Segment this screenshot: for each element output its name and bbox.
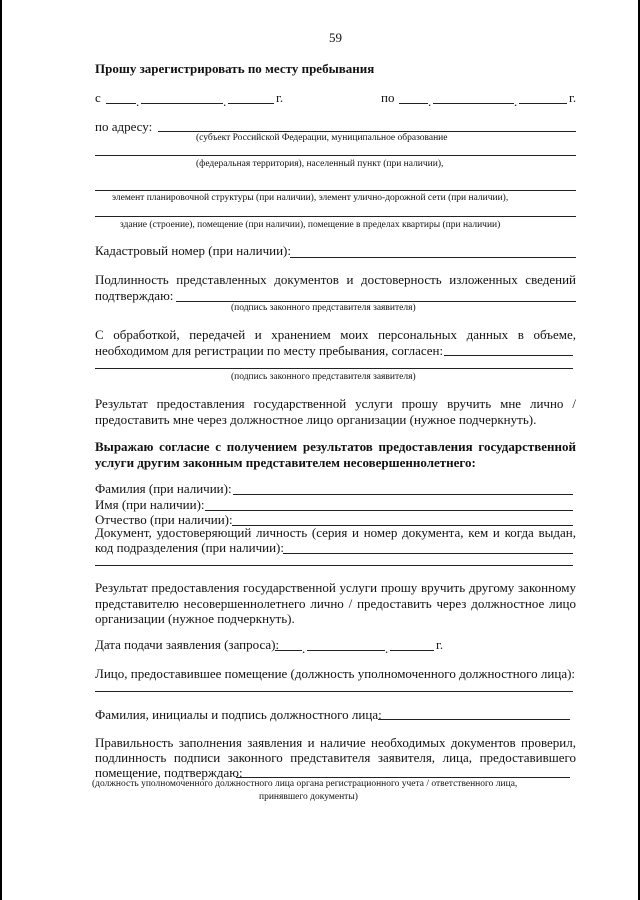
official-field[interactable]	[378, 719, 570, 720]
address-hint-2: (федеральная территория), населенный пункт (при наличии),	[196, 159, 444, 169]
address-field-2[interactable]	[95, 155, 576, 156]
address-field-4[interactable]	[95, 216, 576, 217]
authenticity-text-1: Подлинность представленных документов и достоверность изложенных сведений	[95, 272, 576, 287]
authenticity-text-2: подтверждаю:	[95, 288, 174, 303]
name-field[interactable]	[205, 510, 573, 511]
result-self-text-2: предоставить мне через должностное лицо организации (нужное подчеркнуть).	[95, 412, 537, 427]
submit-year-field[interactable]	[390, 650, 434, 651]
to-month-field[interactable]	[433, 103, 514, 104]
consent-text-2: необходимом для регистрации по месту пребывания, согласен:	[95, 343, 444, 358]
verification-hint-2: принявшего документы)	[259, 792, 358, 802]
address-hint-1: (субъект Российской Федерации, муниципальное образование	[196, 133, 448, 143]
identity-doc-field-1[interactable]	[283, 553, 573, 554]
consent-field[interactable]	[444, 355, 573, 356]
cadastral-label: Кадастровый номер (при наличии):	[95, 243, 291, 258]
name-label: Имя (при наличии):	[95, 497, 205, 512]
official-label: Фамилия, инициалы и подпись должностного лица:	[95, 707, 382, 722]
result-self-text-1: Результат предоставления государственной услуги прошу вручить мне лично /	[95, 396, 576, 411]
authenticity-signature-field[interactable]	[176, 301, 576, 302]
submit-day-field[interactable]	[275, 650, 302, 651]
result-other-text-3: организации (нужное подчеркнуть).	[95, 611, 295, 626]
period-from-prefix: с	[95, 90, 101, 105]
patronymic-label: Отчество (при наличии):	[95, 512, 233, 527]
scan-edge-left	[0, 0, 2, 900]
consent-hint: (подпись законного представителя заявителя)	[231, 372, 416, 382]
address-field-1[interactable]	[158, 131, 576, 132]
verification-text-2: подлинность подписи законного представителя заявителя, лица, предоставившего	[95, 750, 576, 765]
consent-text-1: С обработкой, передачей и хранением моих персональных данных в объеме,	[95, 327, 576, 342]
other-rep-heading-2: услуги другим законным представителем несовершеннолетнего:	[95, 455, 476, 470]
period-to-year-suffix: г.	[569, 90, 577, 105]
address-hint-3: элемент планировочной структуры (при наличии), элемент улично-дорожной сети (при наличии),	[112, 193, 509, 203]
submit-date-label: Дата подачи заявления (запроса):	[95, 637, 280, 652]
submit-month-field[interactable]	[307, 650, 385, 651]
from-day-field[interactable]	[106, 103, 136, 104]
other-rep-heading-1: Выражаю согласие с получением результатов предоставления государственной	[95, 439, 576, 454]
form-page: 59 Прошу зарегистрировать по месту пребывания с . . г. по . . г. по адресу: (субъект Российской Федерации, муниципальное образование (федеральная территория), населенный пункт (при наличии), элемент планировочной структуры (при наличии), элемент улично-дорожной сети (при наличии), здание (строение), помещение (при наличии), помещение в пределах квартиры (при наличии) Кадастровый номер (при наличии): Подлинность представленных документов и достоверность изложенных сведений подтверждаю: (подпись законного представителя заявителя) С обработкой, передачей и хранением моих персональных данных в объеме, необходимом для регистрации по месту пребывания, согласен: (подпись законного представителя заявителя) Результат предоставления государственной услуги прошу вручить мне лично / предоставить мне через должностное лицо организации (нужное подчеркнуть). Выражаю согласие с получением результатов предоставления государственной услуги другим законным представителем несовершеннолетнего: Фамилия (при наличии): Имя (при наличии): Отчество (при наличии): Документ, удостоверяющий личность (серия и номер документа, кем и когда выдан, код подразделения (при наличии): Результат предоставления государственной услуги прошу вручить другому законному представителю несовершеннолетнего лично / предоставить через должностное лицо организации (нужное подчеркнуть). Дата подачи заявления (запроса): . . г. Лицо, предоставившее помещение (должность уполномоченного должностного лица): Фамилия, инициалы и подпись должностного лица: Правильность заполнения заявления и наличие необходимых документов проверил, подлинность подписи законного представителя заявителя, лица, предоставившего помещение, подтверждаю: (должность уполномоченного должностного лица органа регистрационного учета / ответственного лица, принявшего документы)	[0, 0, 640, 900]
from-year-field[interactable]	[228, 103, 274, 104]
verification-text-3: помещение, подтверждаю:	[95, 765, 243, 780]
submit-date-suffix: г.	[436, 637, 444, 652]
cadastral-field[interactable]	[290, 257, 576, 258]
provider-label: Лицо, предоставившее помещение (должность уполномоченного должностного лица):	[95, 666, 576, 681]
surname-field[interactable]	[233, 494, 573, 495]
verification-field[interactable]	[236, 777, 570, 778]
period-to-prefix: по	[381, 90, 395, 105]
address-field-3[interactable]	[95, 190, 576, 191]
authenticity-hint: (подпись законного представителя заявителя)	[231, 303, 416, 313]
period-from-year-suffix: г.	[276, 90, 284, 105]
surname-label: Фамилия (при наличии):	[95, 481, 232, 496]
result-other-text-2: представителю несовершеннолетнего лично / предоставить через должностное лицо	[95, 596, 576, 611]
address-label: по адресу:	[95, 119, 153, 134]
page-heading: Прошу зарегистрировать по месту пребывания	[95, 61, 375, 76]
verification-text-1: Правильность заполнения заявления и наличие необходимых документов проверил,	[95, 735, 576, 750]
result-other-text-1: Результат предоставления государственной услуги прошу вручить другому законному	[95, 580, 576, 595]
verification-hint-1: (должность уполномоченного должностного лица органа регистрационного учета / ответственного лица,	[92, 779, 518, 789]
identity-doc-text-2: код подразделения (при наличии):	[95, 540, 284, 555]
provider-field[interactable]	[95, 691, 573, 692]
identity-doc-text-1: Документ, удостоверяющий личность (серия и номер документа, кем и когда выдан,	[95, 525, 576, 540]
to-day-field[interactable]	[399, 103, 428, 104]
from-month-field[interactable]	[141, 103, 223, 104]
consent-signature-field[interactable]	[95, 368, 573, 369]
address-hint-4: здание (строение), помещение (при наличии), помещение в пределах квартиры (при наличии)	[120, 220, 501, 230]
to-year-field[interactable]	[519, 103, 567, 104]
page-number: 59	[329, 30, 342, 45]
identity-doc-field-2[interactable]	[95, 565, 573, 566]
